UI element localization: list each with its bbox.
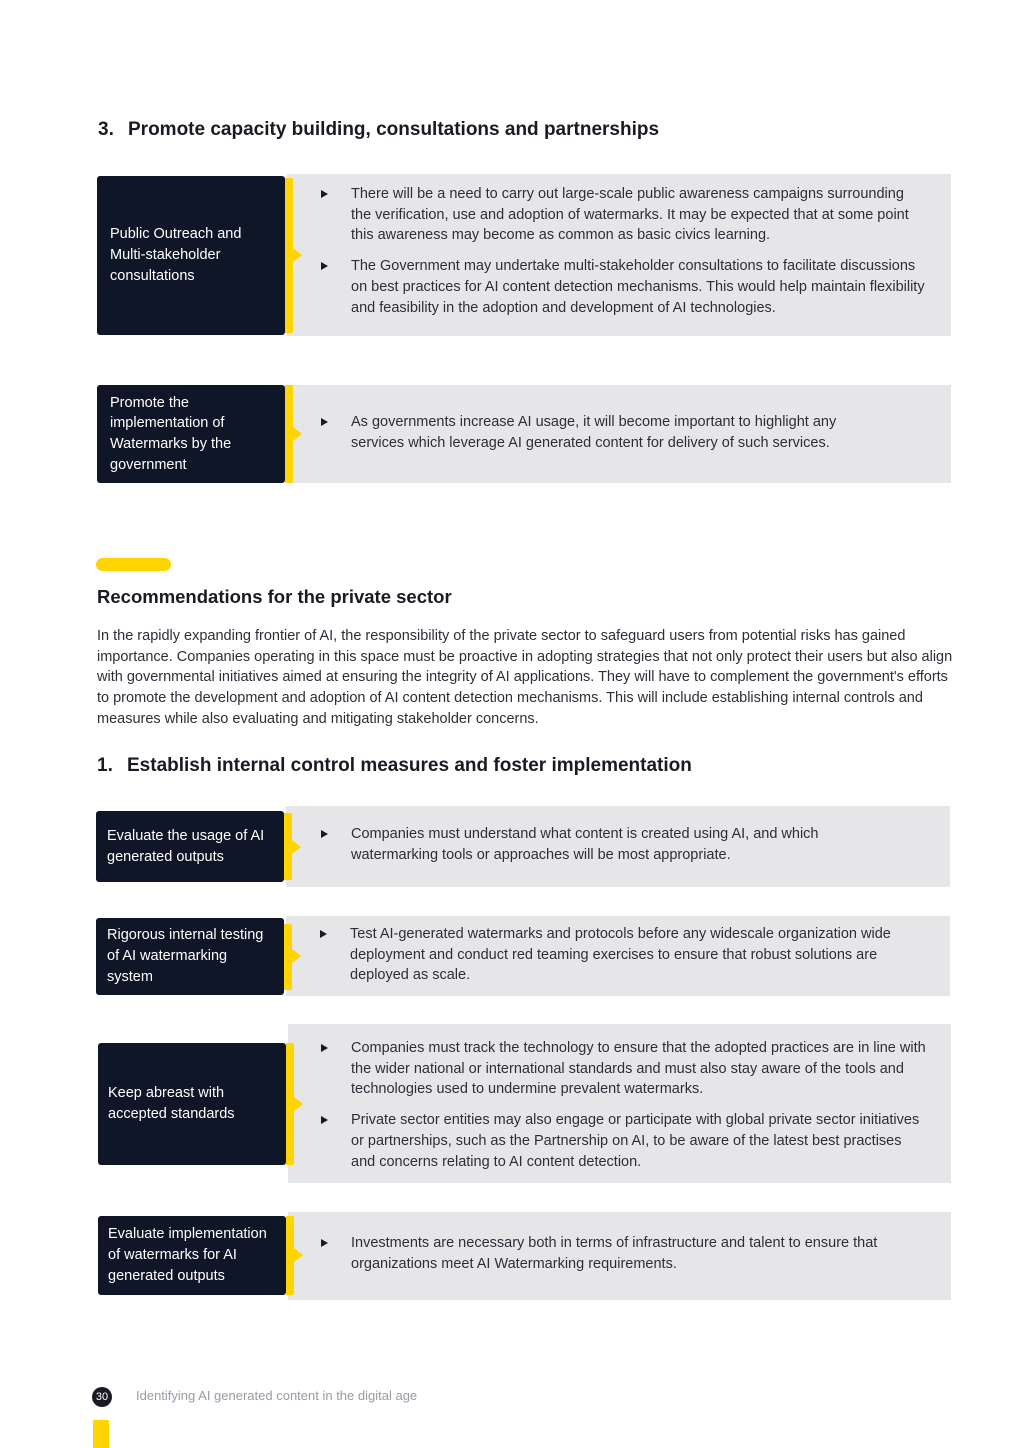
bullet-text: Companies must understand what content is created using AI, and which watermarking tools or approaches will be most appropriate.: [351, 826, 819, 863]
bullet-list: [351, 1038, 927, 1172]
bullet-triangle-icon: [321, 262, 328, 270]
bullet-item: [351, 412, 891, 453]
yellow-arrow-icon: [294, 1097, 303, 1111]
bullet-list: [351, 412, 891, 453]
recommendation-label: Evaluate implementation of watermarks for AI generated outputs: [108, 1226, 267, 1284]
bullet-text: There will be a need to carry out large-scale public awareness campaigns surrounding the verification, use and adoption of watermarks. It may be expected that at some point this awareness may become as common as basic civics learning.: [351, 186, 909, 244]
yellow-section-marker: [96, 558, 171, 571]
section-number: 1.: [97, 755, 113, 776]
bullet-triangle-icon: [321, 190, 328, 198]
bullet-text: Investments are necessary both in terms of infrastructure and talent to ensure that organizations meet AI Watermarking requirements.: [351, 1235, 878, 1272]
bullet-triangle-icon: [321, 1044, 328, 1052]
yellow-accent-bar: [285, 178, 293, 333]
yellow-accent-bar: [285, 385, 293, 483]
bullet-triangle-icon: [321, 1116, 328, 1124]
bullet-list: [350, 924, 926, 986]
recommendation-row: [97, 385, 951, 483]
recommendation-label: Public Outreach and Multi-stakeholder consultations: [110, 226, 242, 284]
yellow-arrow-icon: [293, 427, 302, 441]
section-heading: [98, 119, 659, 141]
section-heading: [97, 755, 692, 777]
bullet-list: [351, 1233, 891, 1274]
bullet-item: [351, 1110, 927, 1172]
bullet-triangle-icon: [321, 830, 328, 838]
bullet-item: [351, 824, 860, 865]
bullet-text: The Government may undertake multi-stakeholder consultations to facilitate discussions on best practices for AI content detection mechanisms. This would help maintain flexibility and feasibility in the adoption and development of AI technologies.: [351, 258, 925, 316]
bullet-text: Test AI-generated watermarks and protocols before any widescale organization wide deployment and conduct red teaming exercises to ensure that robust solutions are deployed as scale.: [350, 926, 891, 984]
recommendation-row: [97, 174, 951, 336]
recommendation-label-box: [96, 811, 284, 882]
recommendation-row: [96, 916, 950, 996]
bullet-item: [351, 1233, 891, 1274]
recommendation-row: [98, 1024, 951, 1183]
yellow-accent-bar: [286, 1216, 294, 1295]
recommendation-label: Promote the implementation of Watermarks by the government: [110, 394, 232, 473]
bullet-triangle-icon: [320, 930, 327, 938]
bullet-item: [351, 1038, 927, 1100]
recommendation-row: [98, 1212, 951, 1300]
bullet-triangle-icon: [321, 418, 328, 426]
recommendation-label-box: [97, 176, 285, 335]
intro-paragraph: In the rapidly expanding frontier of AI, the responsibility of the private sector to safeguard users from potential risks has gained importance. Companies operating in this space must be proactive in adopting strategies that not only protect their users but also align with governmental initiatives aimed at ensuring the integrity of AI applications. They will have to complement the government's efforts to promote the development and adoption of AI content detection mechanisms. This will include establishing internal controls and measures while also evaluating and mitigating stakeholder concerns.: [97, 628, 953, 727]
yellow-accent-bar: [284, 813, 292, 880]
bullet-text: Companies must track the technology to ensure that the adopted practices are in line with the wider national or international standards and must also stay aware of the tools and technologies used to undermine prevalent watermarks.: [351, 1040, 926, 1098]
recommendation-label-box: [97, 385, 285, 483]
yellow-arrow-icon: [294, 1248, 303, 1262]
yellow-arrow-icon: [293, 248, 302, 262]
section-title: Promote capacity building, consultations and partnerships: [128, 119, 660, 140]
recommendation-label: Keep abreast with accepted standards: [108, 1085, 235, 1122]
yellow-arrow-icon: [292, 840, 301, 854]
yellow-accent-bar: [286, 1043, 294, 1165]
bullet-triangle-icon: [321, 1239, 328, 1247]
recommendation-label-box: [98, 1216, 286, 1295]
yellow-footer-marker: [93, 1420, 109, 1448]
footer-title: Identifying AI generated content in the digital age: [136, 1388, 418, 1403]
recommendation-label-box: [98, 1043, 286, 1165]
recommendation-label: Evaluate the usage of AI generated outputs: [107, 827, 265, 865]
bullet-text: Private sector entities may also engage or participate with global private sector initiatives or partnerships, such as the Partnership on AI, to be aware of the latest best practises and concerns relating to AI content detection.: [351, 1112, 920, 1170]
bullet-text: As governments increase AI usage, it will become important to highlight any services which leverage AI generated content for delivery of such services.: [351, 414, 837, 451]
yellow-arrow-icon: [292, 949, 301, 963]
bullet-list: [351, 184, 927, 318]
bullet-item: [351, 184, 927, 246]
bullet-item: [350, 924, 926, 986]
recommendation-label: Rigorous internal testing of AI watermarking system: [107, 927, 264, 985]
section-title: Establish internal control measures and foster implementation: [127, 755, 692, 776]
bullet-list: [351, 824, 860, 865]
yellow-accent-bar: [284, 924, 292, 990]
recommendation-label-box: [96, 918, 284, 995]
section-number: 3.: [98, 119, 114, 140]
recommendation-row: [96, 806, 950, 887]
subsection-title: Recommendations for the private sector: [97, 586, 452, 607]
page-number-badge: 30: [92, 1387, 112, 1407]
bullet-item: [351, 256, 927, 318]
